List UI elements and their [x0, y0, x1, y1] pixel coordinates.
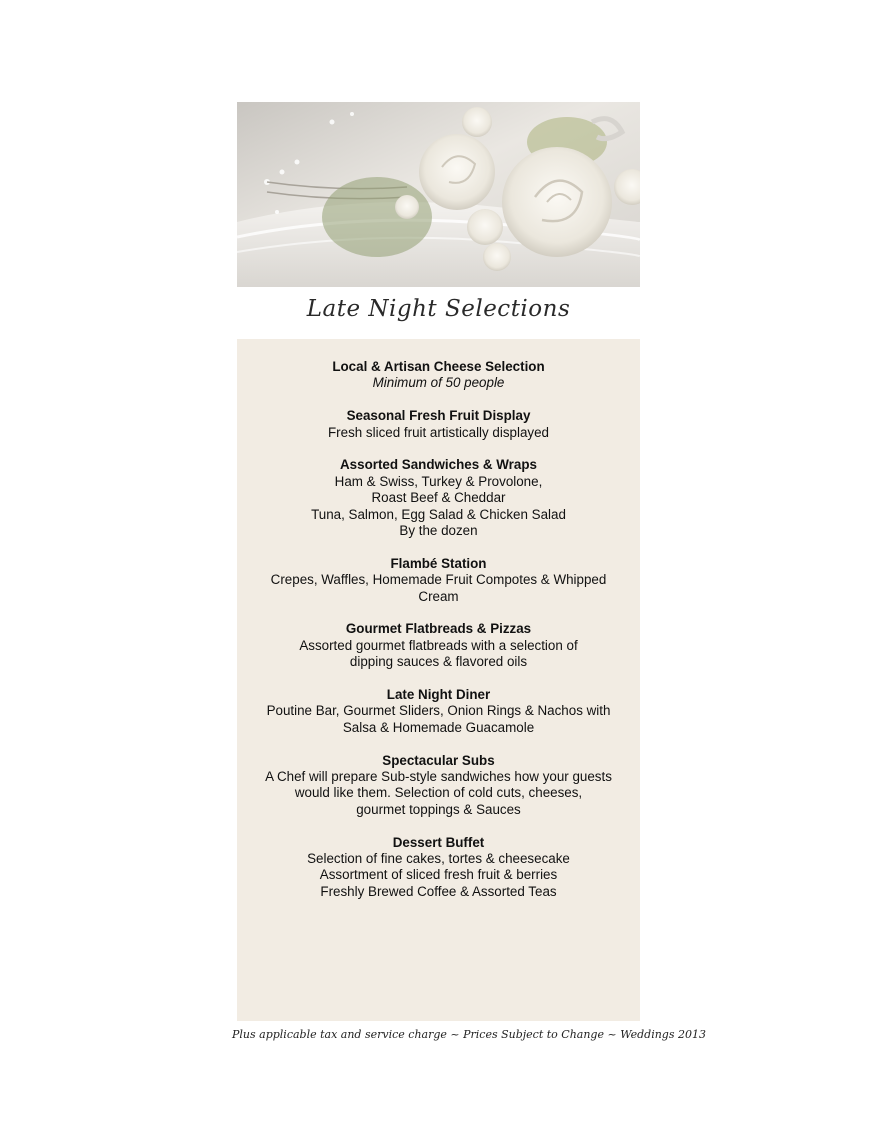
- hero-cake-roses-image: [237, 102, 640, 287]
- menu-item-description: A Chef will prepare Sub-style sandwiches how your guests: [265, 769, 612, 785]
- menu-item-description: Cream: [418, 588, 459, 604]
- menu-item: [232, 556, 645, 605]
- menu-item-title: Local & Artisan Cheese Selection: [332, 359, 545, 374]
- menu-item: [232, 457, 645, 539]
- menu-item-description: Crepes, Waffles, Homemade Fruit Compotes & Whipped: [270, 572, 607, 588]
- menu-item-description: Roast Beef & Cheddar: [371, 490, 506, 506]
- menu-item: [232, 408, 645, 441]
- menu-item-description: Salsa & Homemade Guacamole: [342, 719, 535, 735]
- menu-item-description: Assortment of sliced fresh fruit & berries: [319, 867, 558, 883]
- menu-item-description: dipping sauces & flavored oils: [349, 654, 528, 670]
- menu-item: [232, 621, 645, 670]
- menu-item-title: Flambé Station: [390, 555, 487, 571]
- menu-item-title: Dessert Buffet: [392, 834, 485, 850]
- menu-item-description: Minimum of 50 people: [372, 375, 505, 391]
- menu-item: [232, 835, 645, 901]
- menu-item-title: Spectacular Subs: [382, 752, 495, 768]
- menu-item-description: Fresh sliced fruit artistically displayed: [327, 424, 550, 440]
- menu-item-description: Tuna, Salmon, Egg Salad & Chicken Salad: [311, 506, 566, 522]
- footer-note: Plus applicable tax and service charge ~ Prices Subject to Change ~ Weddings 2013: [232, 1028, 706, 1041]
- menu-item-title: Seasonal Fresh Fruit Display: [346, 408, 531, 424]
- menu-item-title: Gourmet Flatbreads & Pizzas: [345, 621, 532, 637]
- menu-item-description: gourmet toppings & Sauces: [356, 801, 521, 817]
- menu-item-title: Assorted Sandwiches & Wraps: [340, 457, 537, 473]
- menu-item: [232, 359, 645, 392]
- menu-item-description: would like them. Selection of cold cuts, cheeses,: [294, 785, 583, 801]
- menu-item-description: Poutine Bar, Gourmet Sliders, Onion Rings & Nachos with: [266, 703, 611, 719]
- menu-item-description: Assorted gourmet flatbreads with a selection of: [299, 637, 578, 653]
- menu-item: [232, 687, 645, 736]
- menu-item-description: Ham & Swiss, Turkey & Provolone,: [334, 473, 543, 489]
- menu-list: [232, 359, 645, 917]
- menu-item: [232, 753, 645, 819]
- menu-item-description: Freshly Brewed Coffee & Assorted Teas: [320, 883, 557, 899]
- menu-item-description: By the dozen: [399, 523, 478, 539]
- menu-item-title: Late Night Diner: [386, 687, 491, 703]
- page-title: Late Night Selections: [306, 296, 571, 322]
- menu-item-description: Selection of fine cakes, tortes & cheesecake: [307, 851, 570, 867]
